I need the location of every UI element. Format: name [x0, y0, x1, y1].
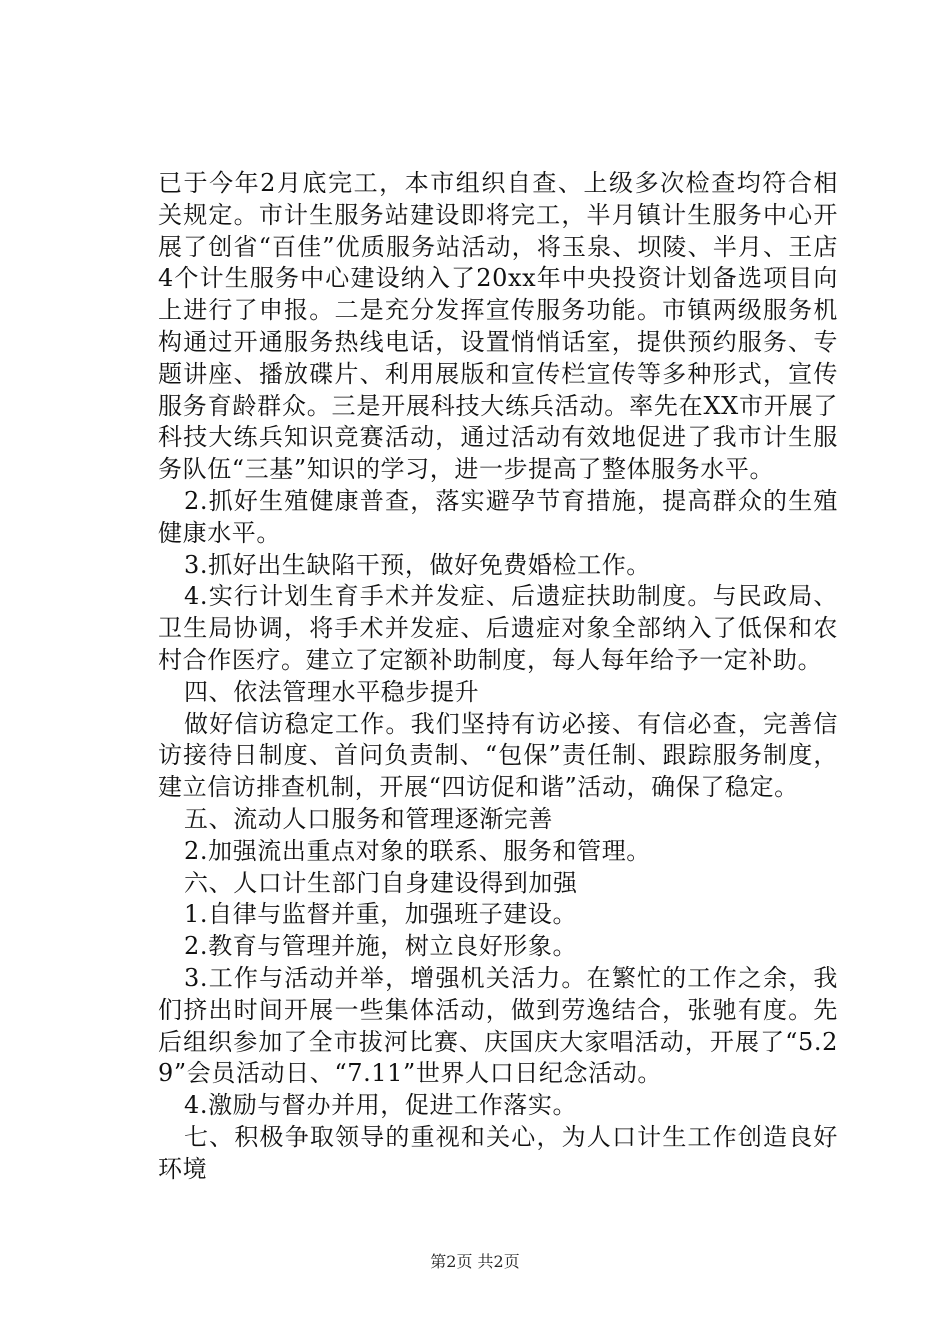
paragraph-incentives: 4.激励与督办并用，促进工作落实。 [184, 1091, 578, 1120]
paragraph-petition: 做好信访稳定工作。我们坚持有访必接、有信必查，完善信访接待日制度、首问负责制、“包保”责任制、跟踪服务制度，建立信访排查机制，开展“四访促和谐”活动，确保了稳定。 [158, 709, 838, 802]
paragraph-education: 2.教育与管理并施，树立良好形象。 [184, 932, 578, 961]
document-body [158, 168, 838, 1186]
section-heading-4: 四、依法管理水平稳步提升 [184, 677, 480, 706]
paragraph-floating-population: 2.加强流出重点对象的联系、服务和管理。 [184, 836, 651, 865]
paragraph-item-3: 3.抓好出生缺陷干预，做好免费婚检工作。 [184, 550, 651, 579]
section-heading-5: 五、流动人口服务和管理逐渐完善 [184, 804, 553, 833]
paragraph-continuation: 已于今年2月底完工，本市组织自查、上级多次检查均符合相关规定。市计生服务站建设即将完工，半月镇计生服务中心开展了创省“百佳”优质服务站活动，将玉泉、坝陵、半月、王店4个计生服务中心建设纳入了20xx年中央投资计划备选项目向上进行了申报。二是充分发挥宣传服务功能。市镇两级服务机构通过开通服务热线电话，设置悄悄话室，提供预约服务、专题讲座、播放碟片、利用展版和宣传栏宣传等多种形式，宣传服务育龄群众。三是开展科技大练兵活动。率先在XX市开展了科技大练兵知识竞赛活动，通过活动有效地促进了我市计生服务队伍“三基”知识的学习，进一步提高了整体服务水平。 [158, 169, 838, 484]
paragraph-discipline: 1.自律与监督并重，加强班子建设。 [184, 900, 578, 929]
section-heading-7: 七、积极争取领导的重视和关心，为人口计生工作创造良好环境 [158, 1122, 838, 1183]
section-heading-6: 六、人口计生部门自身建设得到加强 [184, 868, 578, 897]
paragraph-item-4: 4.实行计划生育手术并发症、后遗症扶助制度。与民政局、卫生局协调，将手术并发症、后遗症对象全部纳入了低保和农村合作医疗。建立了定额补助制度，每人每年给予一定补助。 [158, 582, 838, 674]
paragraph-activities: 3.工作与活动并举，增强机关活力。在繁忙的工作之余，我们挤出时间开展一些集体活动，做到劳逸结合，张驰有度。先后组织参加了全市拔河比赛、庆国庆大家唱活动，开展了“5.29”会员活动日、“7.11”世界人口日纪念活动。 [158, 963, 838, 1088]
page-number-footer: 第2页 共2页 [430, 1252, 520, 1271]
paragraph-item-2: 2.抓好生殖健康普查，落实避孕节育措施，提高群众的生殖健康水平。 [158, 486, 838, 547]
